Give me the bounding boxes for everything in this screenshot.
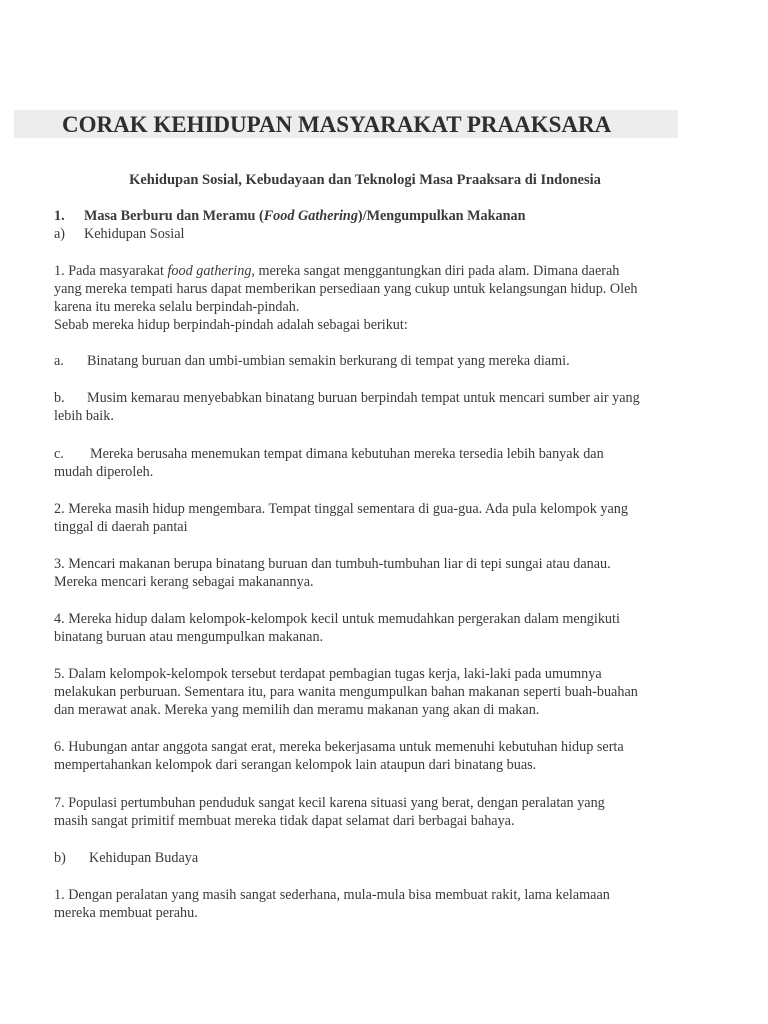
reason-b — [54, 389, 694, 425]
budaya-point-1-line-2: mereka membuat perahu. — [54, 905, 198, 921]
subsection-a-heading — [54, 225, 694, 243]
point-1-italic: food gathering — [167, 263, 252, 279]
budaya-point-1-line-1: 1. Dengan peralatan yang masih sangat sederhana, mula-mula bisa membuat rakit, lama kelamaan — [54, 887, 610, 903]
document-subtitle: Kehidupan Sosial, Kebudayaan dan Teknologi Masa Praaksara di Indonesia — [129, 172, 601, 188]
reason-a-label: a. — [54, 353, 64, 369]
point-3-line-2: Mereka mencari kerang sebagai makanannya. — [54, 574, 314, 590]
point-2-paragraph — [54, 500, 694, 536]
section-1-heading-italic: Food Gathering — [263, 208, 358, 224]
subsection-b-label: b) — [54, 850, 66, 866]
reason-b-label: b. — [54, 390, 65, 406]
reason-c-label: c. — [54, 446, 64, 462]
subsection-a-label: a) — [54, 226, 66, 242]
reason-b-line-2: lebih baik. — [54, 408, 114, 424]
section-1-heading — [54, 207, 694, 225]
point-5-paragraph — [54, 665, 694, 719]
point-1-line-3: karena itu mereka selalu berpindah-pindah. — [54, 299, 300, 315]
point-7-paragraph — [54, 794, 694, 830]
point-6-paragraph — [54, 738, 694, 774]
reason-c-line-2: mudah diperoleh. — [54, 464, 154, 480]
point-5-line-3: dan merawat anak. Mereka yang memilih dan meramu makanan yang akan di makan. — [54, 702, 540, 718]
document-title: CORAK KEHIDUPAN MASYARAKAT PRAAKSARA — [62, 112, 612, 137]
subsection-b-text: Kehidupan Budaya — [89, 850, 199, 866]
point-2-line-1: 2. Mereka masih hidup mengembara. Tempat tinggal sementara di gua-gua. Ada pula kelompok yang — [54, 501, 628, 517]
point-3-line-1: 3. Mencari makanan berupa binatang buruan dan tumbuh-tumbuhan liar di tepi sungai atau danau. — [54, 556, 611, 572]
section-1-heading-pre: Masa Berburu dan Meramu ( — [84, 208, 264, 224]
budaya-point-1-paragraph — [54, 886, 694, 922]
point-1-line-1 — [54, 262, 694, 280]
point-1-line-4: Sebab mereka hidup berpindah-pindah adalah sebagai berikut: — [54, 317, 408, 333]
point-6-line-2: mempertahankan kelompok dari serangan kelompok lain ataupun dari binatang buas. — [54, 757, 537, 773]
point-7-line-1: 7. Populasi pertumbuhan penduduk sangat kecil karena situasi yang berat, dengan peralatan yang — [54, 795, 605, 811]
point-2-line-2: tinggal di daerah pantai — [54, 519, 188, 535]
reason-b-line-1: Musim kemarau menyebabkan binatang buruan berpindah tempat untuk mencari sumber air yang — [87, 390, 640, 406]
point-4-line-1: 4. Mereka hidup dalam kelompok-kelompok kecil untuk memudahkan pergerakan dalam mengikuti — [54, 611, 620, 627]
point-6-line-1: 6. Hubungan antar anggota sangat erat, mereka bekerjasama untuk memenuhi kebutuhan hidup serta — [54, 739, 624, 755]
point-4-line-2: binatang buruan atau mengumpulkan makanan. — [54, 629, 324, 645]
point-5-line-2: melakukan perburuan. Sementara itu, para wanita mengumpulkan bahan makanan seperti buah-buahan — [54, 684, 638, 700]
point-1-post: , mereka sangat menggantungkan diri pada alam. Dimana daerah — [251, 263, 620, 279]
point-3-paragraph — [54, 555, 694, 591]
subsection-b-heading — [54, 849, 694, 867]
section-1-heading-post: )/Mengumpulkan Makanan — [357, 208, 526, 224]
point-1-line-2: yang mereka tempati harus dapat memberikan persediaan yang cukup untuk kelangsungan hidup. Oleh — [54, 281, 638, 297]
reason-a — [54, 352, 694, 370]
point-1-pre: 1. Pada masyarakat — [54, 263, 168, 279]
point-1-paragraph — [54, 262, 694, 334]
reason-a-text: Binatang buruan dan umbi-umbian semakin berkurang di tempat yang mereka diami. — [87, 353, 570, 369]
point-5-line-1: 5. Dalam kelompok-kelompok tersebut terdapat pembagian tugas kerja, laki-laki pada umumnya — [54, 666, 602, 682]
reason-c — [54, 445, 694, 481]
reason-c-line-1: Mereka berusaha menemukan tempat dimana kebutuhan mereka tersedia lebih banyak dan — [90, 446, 604, 462]
subsection-a-text: Kehidupan Sosial — [84, 226, 185, 242]
section-1-number: 1. — [54, 208, 65, 224]
point-4-paragraph — [54, 610, 694, 646]
point-7-line-2: masih sangat primitif membuat mereka tidak dapat selamat dari berbagai bahaya. — [54, 813, 515, 829]
